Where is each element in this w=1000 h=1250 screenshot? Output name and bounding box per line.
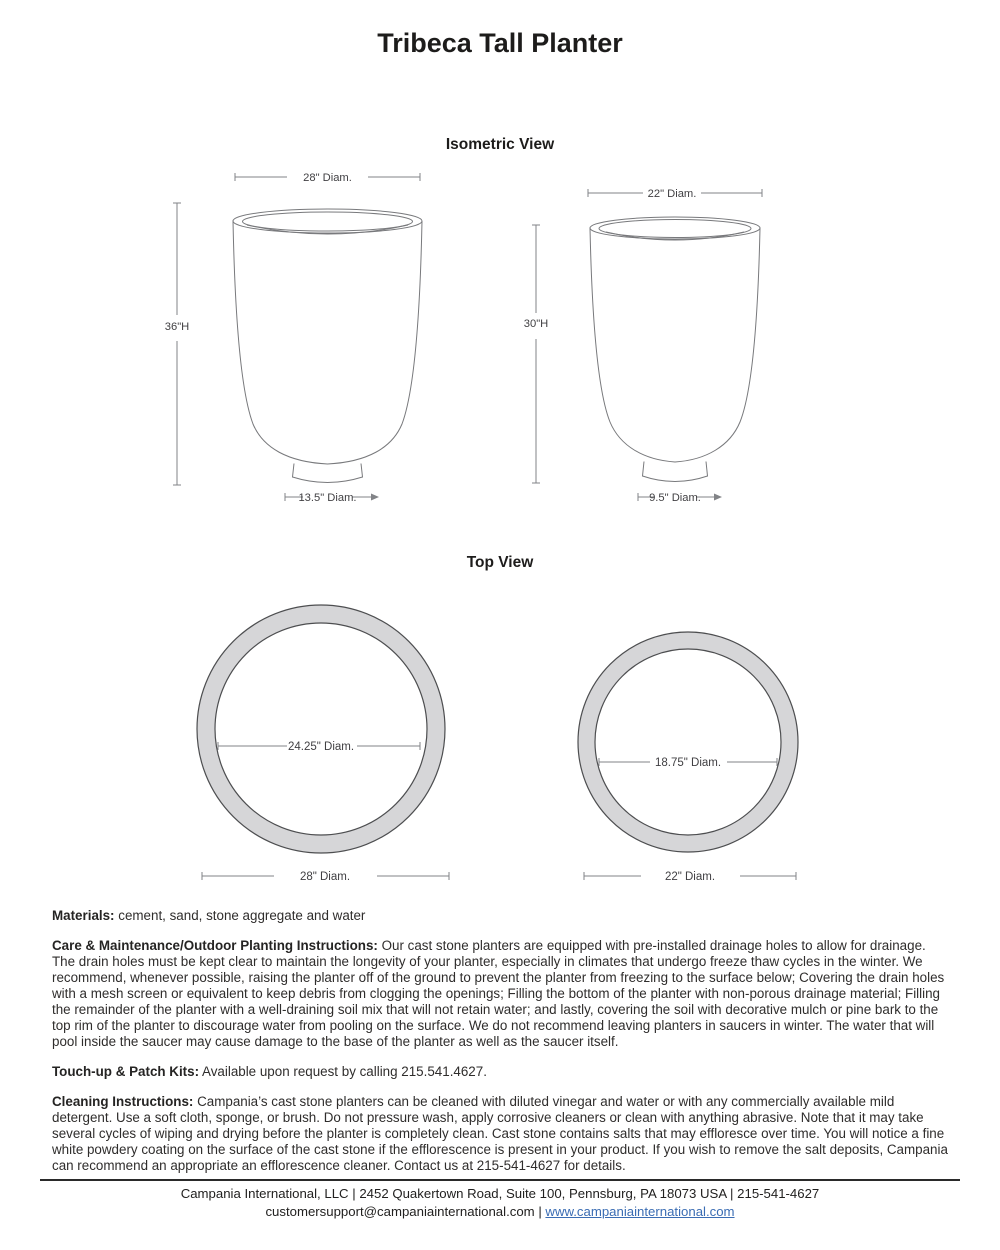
small-top-view-ring: [578, 632, 798, 883]
large-height-label: 36"H: [164, 321, 190, 333]
page-title: Tribeca Tall Planter: [377, 28, 623, 58]
isometric-view-drawing: [0, 160, 1000, 515]
small-height-dimension: [524, 225, 549, 483]
materials-label: Materials:: [52, 908, 115, 923]
footer-separator: |: [534, 1203, 546, 1219]
small-planter-outline: [590, 217, 760, 482]
footer-divider: [40, 1179, 960, 1181]
small-top-diameter-dimension: [588, 188, 762, 200]
small-planter-drawing: [524, 188, 762, 504]
touchup-text: Available upon request by calling 215.541.4627.: [202, 1064, 487, 1079]
small-height-label: 30"H: [523, 318, 549, 330]
large-top-diameter-label: 28" Diam.: [303, 172, 352, 184]
large-outer-diameter-dimension: [202, 871, 449, 883]
cleaning-paragraph: [52, 1094, 949, 1174]
small-outer-diameter-label: 22" Diam.: [664, 871, 716, 883]
care-maintenance-text: Our cast stone planters are equipped with pre-installed drainage holes to allow for drainage. The drain holes must be kept clear to maintain the longevity of your planter, especially in climates that undergo freeze thaw cycles in the winter. We recommend, whenever possible, raising the planter off of the ground to prevent the planter from freezing to the surface below; Covering the drain holes with a mesh screen or equivalent to keep debris from clogging the openings; Filling the bottom of the planter with non-porous drainage material; Filling the remainder of the planter with a well-draining soil mix that will not retain water; and lastly, covering the soil with decorative mulch or pine bark to the top rim of the planter to discourage water from pooling on the surface. We do not recommend leaving planters in saucers in winter. The water that will pool inside the saucer may cause damage to the base of the planter as well as the saucer itself.: [52, 938, 945, 1049]
small-bottom-diameter-label: 9.5" Diam.: [649, 492, 701, 504]
small-top-diameter-label: 22" Diam.: [647, 188, 697, 200]
small-outer-diameter-dimension: [584, 871, 796, 883]
small-inner-diameter-label: 18.75" Diam.: [654, 757, 722, 769]
touchup-paragraph: [52, 1064, 949, 1080]
instructions-text-block: [52, 908, 949, 1188]
top-view-heading: Top View: [466, 554, 534, 571]
footer-email: customersupport@campaniainternational.com: [265, 1203, 535, 1219]
cleaning-text: Campania’s cast stone planters can be cleaned with diluted vinegar and water or with any commercially available mild detergent. Use a soft cloth, sponge, or brush. Do not pressure wash, apply corrosive cleaners or clean with anything abrasive. Note that it may take several cycles of wiping and drying before the planter is completely clean. Cast stone contains salts that may effloresce over time. You will notice a fine white powdery coating on the surface of the cast stone if the efflorescence is present in your product. If you wish to remove the salt deposits, Campania can recommend an appropriate an efflorescence cleaner. Contact us at 215-541-4627 for details.: [52, 1094, 948, 1173]
touchup-label: Touch-up & Patch Kits:: [52, 1064, 200, 1079]
care-maintenance-paragraph: [52, 938, 949, 1050]
large-top-view-ring: [197, 605, 449, 883]
materials-text: cement, sand, stone aggregate and water: [118, 908, 366, 923]
footer-website-link[interactable]: www.campaniainternational.com: [545, 1203, 735, 1219]
cleaning-label: Cleaning Instructions:: [52, 1094, 194, 1109]
large-planter-outline: [233, 209, 422, 483]
large-top-diameter-dimension: [235, 172, 420, 184]
small-bottom-diameter-dimension: [638, 492, 722, 504]
top-view-drawing: [0, 590, 1000, 890]
footer-contact-line: [0, 1203, 1000, 1221]
footer: [0, 1185, 1000, 1220]
large-bottom-diameter-dimension: [285, 492, 379, 504]
care-maintenance-label: Care & Maintenance/Outdoor Planting Instructions:: [52, 938, 378, 953]
large-height-dimension: [165, 203, 190, 485]
large-outer-diameter-label: 28" Diam.: [299, 871, 351, 883]
footer-address-line: Campania International, LLC | 2452 Quakertown Road, Suite 100, Pennsburg, PA 18073 USA | 215-541-4627: [180, 1186, 820, 1201]
materials-paragraph: [52, 908, 949, 924]
large-bottom-diameter-label: 13.5" Diam.: [298, 492, 357, 504]
isometric-view-heading: Isometric View: [445, 136, 555, 153]
large-inner-diameter-label: 24.25" Diam.: [287, 741, 355, 753]
large-planter-drawing: [165, 172, 422, 504]
